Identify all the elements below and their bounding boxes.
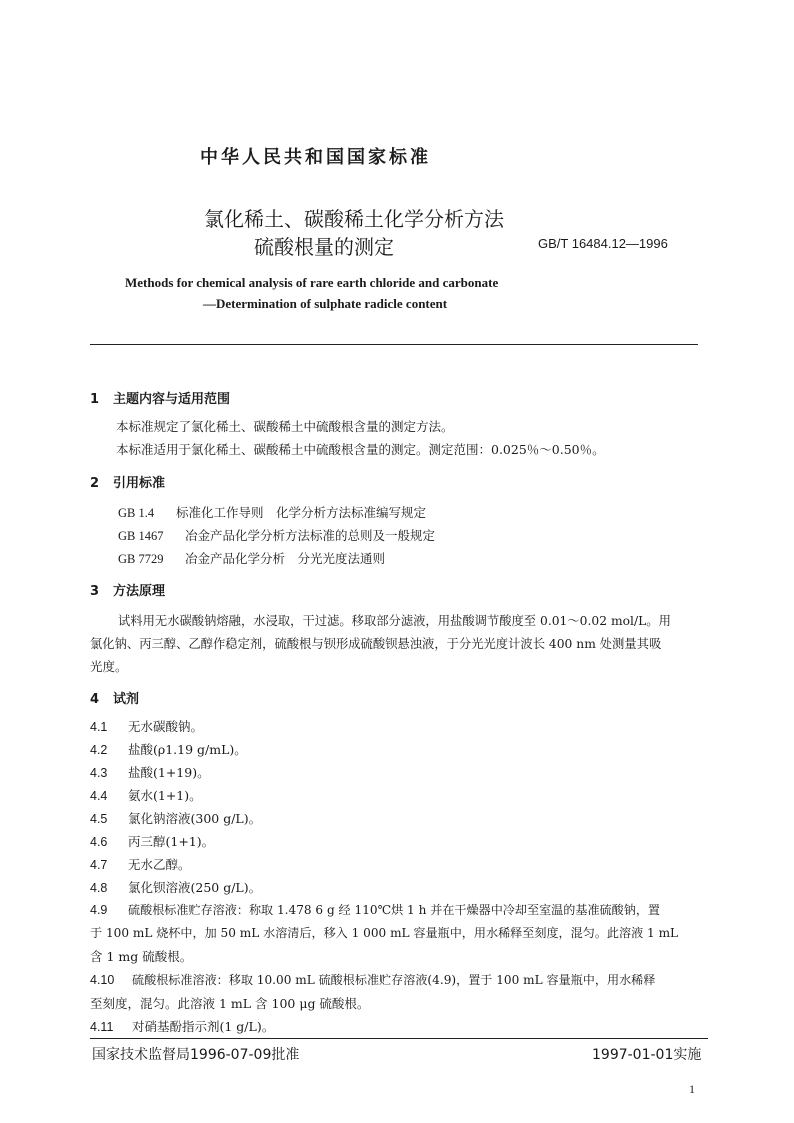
section-3-heading bbox=[90, 580, 165, 599]
national-standard-heading: 中华人民共和国国家标准 bbox=[200, 147, 431, 168]
section-title: 方法原理 bbox=[113, 584, 166, 599]
reagent-item-4-9-line-3: 含 1 mg 硫酸根。 bbox=[90, 949, 193, 964]
section-1-para-1: 本标准规定了氯化稀土、碳酸稀土中硫酸根含量的测定方法。 bbox=[116, 419, 454, 434]
reagent-item bbox=[90, 763, 210, 781]
header-divider bbox=[90, 344, 698, 345]
reagent-item-4-10-line-2: 至刻度，混匀。此溶液 1 mL 含 100 μg 硫酸根。 bbox=[90, 996, 370, 1011]
section-number: 4 bbox=[90, 692, 100, 707]
reference-text: 标准化工作导则 化学分析方法标准编写规定 bbox=[176, 505, 427, 520]
reagent-text: 氨水(1+1)。 bbox=[128, 788, 202, 803]
reagent-number: 4.8 bbox=[90, 881, 108, 895]
reagent-text: 盐酸(1+19)。 bbox=[128, 765, 210, 780]
section-3-line-1: 试料用无水碳酸钠熔融，水浸取，干过滤。移取部分滤液，用盐酸调节酸度至 0.01～0.02 mol/L。用 bbox=[118, 614, 671, 628]
reference-code: GB 1467 bbox=[118, 529, 164, 543]
implementation-date: 1997-01-01实施 bbox=[592, 1047, 702, 1063]
section-3-line-3: 光度。 bbox=[90, 659, 128, 674]
footer-divider bbox=[90, 1038, 708, 1039]
section-3-line-2: 氯化钠、丙三醇、乙醇作稳定剂，硫酸根与钡形成硫酸钡悬浊液，于分光光度计波长 400 nm 处测量其吸 bbox=[90, 637, 662, 651]
section-title: 引用标准 bbox=[113, 476, 166, 491]
page-number: 1 bbox=[689, 1082, 695, 1096]
reagent-number: 4.9 bbox=[90, 903, 108, 917]
reagent-text: 无水碳酸钠。 bbox=[128, 719, 204, 734]
reagent-text: 硫酸根标准溶液：移取 10.00 mL 硫酸根标准贮存溶液(4.9)，置于 100 mL 容量瓶中，用水稀释 bbox=[132, 973, 656, 987]
standard-number: GB/T 16484.12—1996 bbox=[538, 236, 668, 251]
section-2-heading bbox=[90, 472, 165, 491]
document-title-line1: 氯化稀土、碳酸稀土化学分析方法 bbox=[204, 207, 504, 231]
reagent-number: 4.4 bbox=[90, 789, 108, 803]
reagent-number: 4.5 bbox=[90, 812, 108, 826]
reagent-text: 丙三醇(1+1)。 bbox=[128, 834, 215, 849]
section-title: 试剂 bbox=[113, 692, 140, 707]
reagent-text: 氯化钠溶液(300 g/L)。 bbox=[128, 811, 262, 826]
reference-item bbox=[118, 503, 426, 521]
reference-text: 冶金产品化学分析方法标准的总则及一般规定 bbox=[185, 528, 436, 543]
reagent-item bbox=[90, 1017, 274, 1035]
reagent-item bbox=[90, 832, 214, 850]
english-title-line1: Methods for chemical analysis of rare earth chloride and carbonate bbox=[125, 275, 499, 290]
reference-code: GB 1.4 bbox=[118, 506, 155, 520]
section-number: 2 bbox=[90, 476, 100, 491]
reagent-text: 氯化钡溶液(250 g/L)。 bbox=[128, 880, 262, 895]
section-1-heading bbox=[90, 388, 230, 407]
reference-code: GB 7729 bbox=[118, 552, 164, 566]
reagent-item-4-9-line-2: 于 100 mL 烧杯中，加 50 mL 水溶清后，移入 1 000 mL 容量瓶中，用水稀释至刻度，混匀。此溶液 1 mL bbox=[90, 926, 679, 940]
reagent-item bbox=[90, 717, 203, 735]
reagent-item bbox=[90, 855, 191, 873]
reagent-text: 对硝基酚指示剂(1 g/L)。 bbox=[132, 1019, 275, 1034]
reference-item bbox=[118, 526, 435, 544]
document-title-line2: 硫酸根量的测定 bbox=[254, 235, 394, 259]
reagent-number: 4.1 bbox=[90, 720, 108, 734]
reagent-number: 4.11 bbox=[90, 1020, 114, 1034]
reagent-number: 4.3 bbox=[90, 766, 108, 780]
section-title: 主题内容与适用范围 bbox=[113, 392, 231, 407]
reagent-text: 盐酸(ρ1.19 g/mL)。 bbox=[128, 742, 247, 757]
approval-statement: 国家技术监督局1996-07-09批准 bbox=[92, 1047, 300, 1063]
reagent-number: 4.7 bbox=[90, 858, 108, 872]
reagent-text: 无水乙醇。 bbox=[128, 857, 191, 872]
reagent-item-4-10-line-1 bbox=[90, 971, 655, 988]
section-number: 3 bbox=[90, 584, 100, 599]
reagent-item bbox=[90, 786, 202, 804]
reference-item bbox=[118, 549, 385, 567]
section-number: 1 bbox=[90, 392, 100, 407]
reagent-item-4-9-line-1 bbox=[90, 901, 660, 918]
reagent-item bbox=[90, 740, 247, 758]
section-1-para-2: 本标准适用于氯化稀土、碳酸稀土中硫酸根含量的测定。测定范围：0.025％～0.50％。 bbox=[116, 442, 605, 457]
reagent-number: 4.6 bbox=[90, 835, 108, 849]
reagent-text: 硫酸根标准贮存溶液：称取 1.478 6 g 经 110℃烘 1 h 并在干燥器中冷却至室温的基准硫酸钠，置 bbox=[128, 903, 661, 917]
reagent-item bbox=[90, 878, 261, 896]
english-title-line2: —Determination of sulphate radicle content bbox=[203, 296, 448, 311]
reagent-number: 4.10 bbox=[90, 973, 115, 987]
section-4-heading bbox=[90, 688, 139, 707]
reagent-item bbox=[90, 809, 261, 827]
reagent-number: 4.2 bbox=[90, 743, 108, 757]
reference-text: 冶金产品化学分析 分光光度法通则 bbox=[185, 551, 386, 566]
